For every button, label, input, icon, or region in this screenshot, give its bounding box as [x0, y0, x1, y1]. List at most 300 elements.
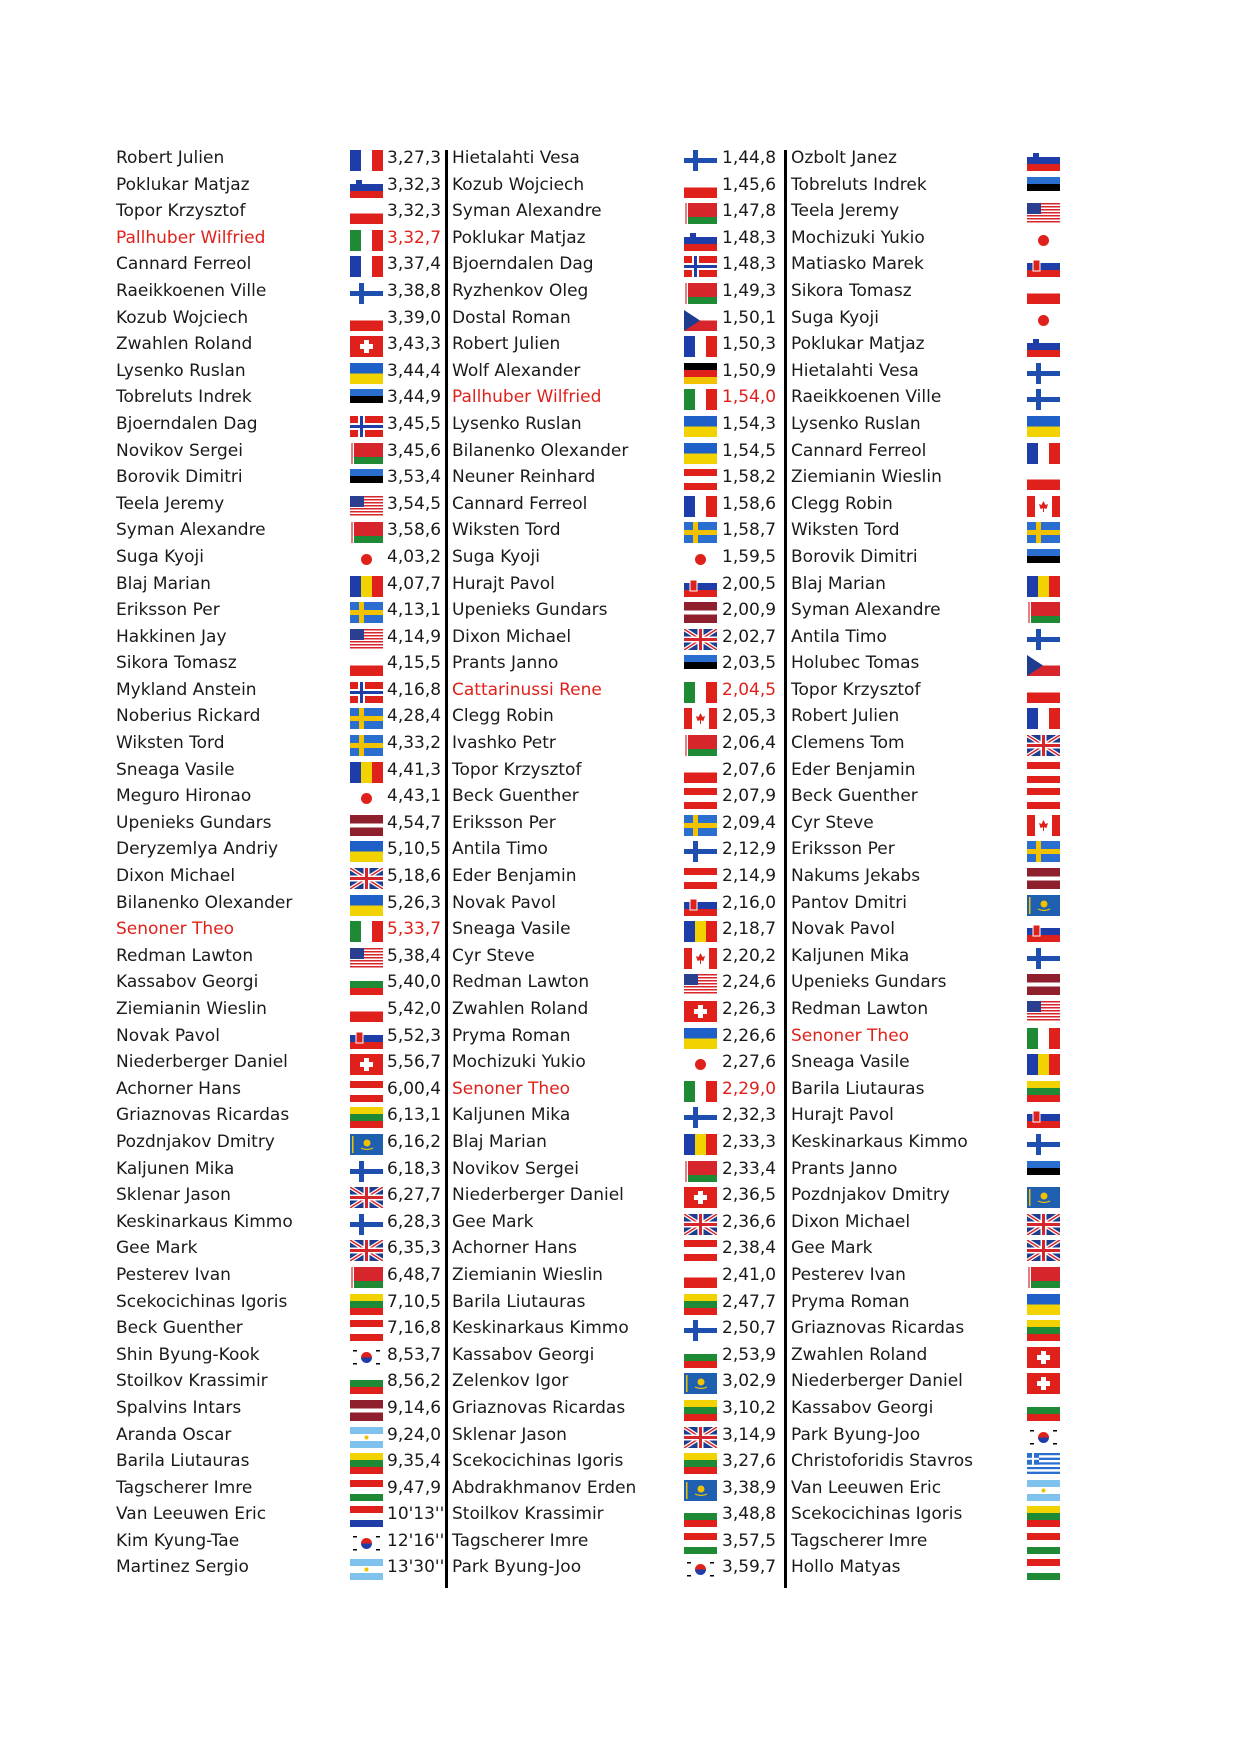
athlete-name: Kaljunen Mika — [116, 1158, 235, 1179]
result-row — [791, 198, 1071, 225]
kazakhstan-flag-icon — [1027, 1187, 1060, 1208]
athlete-name: Cannard Ferreol — [452, 493, 588, 514]
result-row — [791, 517, 1071, 544]
italy-flag-icon — [1027, 1028, 1060, 1049]
athlete-name: Kozub Wojciech — [116, 307, 249, 328]
usa-flag-icon — [350, 948, 383, 969]
athlete-name: Sikora Tomasz — [116, 653, 237, 674]
result-row — [791, 544, 1071, 571]
athlete-name: Antila Timo — [791, 626, 887, 647]
finland-flag-icon — [1027, 389, 1060, 410]
result-row — [791, 890, 1071, 917]
athlete-name: Novikov Sergei — [452, 1158, 579, 1179]
poland-flag-icon — [684, 762, 717, 783]
athlete-name: Zwahlen Roland — [452, 999, 589, 1019]
slovakia-flag-icon — [684, 576, 717, 597]
athlete-name: Keskinarkaus Kimmo — [116, 1211, 293, 1232]
ukraine-flag-icon — [684, 443, 717, 464]
result-row — [452, 943, 784, 970]
result-row — [116, 730, 446, 757]
athlete-name: Lysenko Ruslan — [452, 413, 582, 434]
result-time: 1,58,2 — [722, 467, 777, 488]
result-time: 3,57,5 — [722, 1530, 777, 1551]
athlete-name: Dixon Michael — [452, 626, 572, 647]
result-row — [116, 1395, 446, 1422]
result-time: 4,03,2 — [387, 546, 442, 567]
athlete-name: Niederberger Daniel — [791, 1371, 963, 1392]
result-row — [452, 544, 784, 571]
athlete-name: Teela Jeremy — [116, 493, 225, 514]
result-time: 4,14,9 — [387, 626, 442, 647]
result-time: 1,48,3 — [722, 254, 777, 275]
athlete-name: Deryzemlya Andriy — [116, 839, 279, 860]
france-flag-icon — [350, 256, 383, 277]
athlete-name: Sikora Tomasz — [791, 280, 912, 301]
athlete-name: Cannard Ferreol — [791, 440, 927, 461]
athlete-name: Van Leeuwen Eric — [116, 1504, 267, 1525]
lithuania-flag-icon — [350, 1453, 383, 1474]
athlete-name: Barila Liutauras — [116, 1451, 250, 1472]
result-row — [452, 1395, 784, 1422]
result-row — [116, 1448, 446, 1475]
athlete-name: Stoilkov Krassimir — [452, 1504, 604, 1525]
result-row — [452, 1422, 784, 1449]
result-row — [116, 491, 446, 518]
uk-flag-icon — [1027, 1214, 1060, 1235]
hungary-flag-icon — [1027, 1533, 1060, 1554]
result-row — [791, 1182, 1071, 1209]
uk-flag-icon — [1027, 735, 1060, 756]
sweden-flag-icon — [1027, 841, 1060, 862]
athlete-name: Scekocichinas Igoris — [116, 1291, 288, 1312]
austria-flag-icon — [350, 1081, 383, 1102]
result-time: 2,07,9 — [722, 786, 777, 807]
result-time: 6,00,4 — [387, 1078, 442, 1099]
austria-flag-icon — [1027, 788, 1060, 809]
result-time: 1,59,5 — [722, 546, 777, 567]
result-row — [791, 810, 1071, 837]
switzerland-flag-icon — [1027, 1373, 1060, 1394]
czech-flag-icon — [684, 310, 717, 331]
athlete-name: Novak Pavol — [116, 1025, 220, 1046]
result-row — [452, 1475, 784, 1502]
athlete-name: Zwahlen Roland — [791, 1344, 928, 1365]
estonia-flag-icon — [350, 469, 383, 490]
athlete-name: Blaj Marian — [452, 1131, 547, 1152]
athlete-name: Antila Timo — [452, 839, 548, 860]
result-row — [791, 1289, 1071, 1316]
result-row — [791, 624, 1071, 651]
result-row — [791, 145, 1071, 172]
athlete-name: Pesterev Ivan — [116, 1264, 231, 1285]
result-row — [452, 863, 784, 890]
athlete-name: Senoner Theo — [452, 1078, 571, 1099]
result-time: 3,44,9 — [387, 387, 442, 408]
kazakhstan-flag-icon — [350, 1134, 383, 1155]
result-row — [791, 384, 1071, 411]
result-row — [116, 278, 446, 305]
athlete-name: Novak Pavol — [452, 892, 556, 913]
sweden-flag-icon — [1027, 522, 1060, 543]
athlete-name: Pallhuber Wilfried — [452, 387, 602, 408]
result-row — [791, 571, 1071, 598]
athlete-name: Upenieks Gundars — [116, 812, 272, 833]
result-row — [452, 384, 784, 411]
athlete-name: Kaljunen Mika — [791, 945, 910, 966]
slovenia-flag-icon — [1027, 150, 1060, 171]
finland-flag-icon — [1027, 363, 1060, 384]
latvia-flag-icon — [350, 1400, 383, 1421]
athlete-name: Ziemianin Wieslin — [116, 999, 267, 1019]
result-time: 2,06,4 — [722, 733, 777, 754]
result-time: 9,35,4 — [387, 1451, 442, 1472]
switzerland-flag-icon — [684, 1001, 717, 1022]
result-row — [452, 1501, 784, 1528]
japan-flag-icon — [684, 549, 717, 570]
athlete-name: Tagscherer Imre — [452, 1530, 589, 1551]
result-row — [791, 863, 1071, 890]
result-time: 6,28,3 — [387, 1211, 442, 1232]
usa-flag-icon — [350, 629, 383, 650]
result-row — [452, 1023, 784, 1050]
poland-flag-icon — [350, 310, 383, 331]
athlete-name: Suga Kyoji — [791, 307, 879, 328]
greece-flag-icon — [1027, 1453, 1060, 1474]
athlete-name: Ryzhenkov Oleg — [452, 280, 589, 301]
poland-flag-icon — [1027, 469, 1060, 490]
result-time: 3,39,0 — [387, 307, 442, 328]
athlete-name: Syman Alexandre — [116, 520, 266, 541]
slovenia-flag-icon — [684, 230, 717, 251]
result-row — [791, 1395, 1071, 1422]
athlete-name: Bilanenko Olexander — [116, 892, 293, 913]
estonia-flag-icon — [1027, 177, 1060, 198]
result-time: 8,56,2 — [387, 1371, 442, 1392]
athlete-name: Mykland Anstein — [116, 679, 257, 700]
result-row — [116, 783, 446, 810]
athlete-name: Bjoerndalen Dag — [116, 413, 258, 434]
result-row — [791, 225, 1071, 252]
lithuania-flag-icon — [684, 1453, 717, 1474]
belarus-flag-icon — [684, 283, 717, 304]
result-row — [116, 916, 446, 943]
result-time: 2,36,6 — [722, 1211, 777, 1232]
athlete-name: Teela Jeremy — [791, 201, 900, 222]
result-time: 13'30'' — [387, 1557, 445, 1578]
result-row — [116, 411, 446, 438]
result-row — [791, 597, 1071, 624]
norway-flag-icon — [350, 682, 383, 703]
athlete-name: Lysenko Ruslan — [791, 413, 921, 434]
athlete-name: Meguro Hironao — [116, 786, 252, 807]
norway-flag-icon — [350, 416, 383, 437]
result-row — [791, 757, 1071, 784]
switzerland-flag-icon — [350, 1054, 383, 1075]
result-row — [116, 624, 446, 651]
athlete-name: Sneaga Vasile — [791, 1052, 910, 1073]
result-time: 3,32,7 — [387, 227, 442, 248]
athlete-name: Suga Kyoji — [452, 546, 540, 567]
belarus-flag-icon — [1027, 602, 1060, 623]
finland-flag-icon — [1027, 1134, 1060, 1155]
norway-flag-icon — [684, 256, 717, 277]
result-time: 1,49,3 — [722, 280, 777, 301]
result-row — [452, 1448, 784, 1475]
athlete-name: Dostal Roman — [452, 307, 571, 328]
argentina-flag-icon — [350, 1427, 383, 1448]
slovakia-flag-icon — [1027, 256, 1060, 277]
result-row — [791, 278, 1071, 305]
result-row — [452, 1368, 784, 1395]
lithuania-flag-icon — [684, 1294, 717, 1315]
result-row — [791, 1049, 1071, 1076]
result-time: 8,53,7 — [387, 1344, 442, 1365]
athlete-name: Suga Kyoji — [116, 546, 204, 567]
result-time: 1,45,6 — [722, 174, 777, 195]
canada-flag-icon — [1027, 496, 1060, 517]
result-row — [791, 916, 1071, 943]
athlete-name: Christoforidis Stavros — [791, 1451, 973, 1472]
result-row — [452, 225, 784, 252]
athlete-name: Redman Lawton — [452, 972, 590, 993]
result-time: 3,27,6 — [722, 1451, 777, 1472]
result-row — [452, 1182, 784, 1209]
result-row — [791, 1102, 1071, 1129]
athlete-name: Holubec Tomas — [791, 653, 920, 674]
result-row — [116, 571, 446, 598]
result-time: 4,28,4 — [387, 706, 442, 727]
ukraine-flag-icon — [350, 895, 383, 916]
result-time: 9,47,9 — [387, 1477, 442, 1498]
uk-flag-icon — [684, 1214, 717, 1235]
usa-flag-icon — [1027, 203, 1060, 224]
result-time: 2,26,6 — [722, 1025, 777, 1046]
result-time: 2,03,5 — [722, 653, 777, 674]
result-row — [116, 172, 446, 199]
result-row — [791, 703, 1071, 730]
result-row — [791, 1315, 1071, 1342]
athlete-name: Raeikkoenen Ville — [791, 387, 942, 408]
austria-flag-icon — [684, 788, 717, 809]
result-row — [452, 1528, 784, 1555]
result-time: 2,32,3 — [722, 1105, 777, 1126]
bulgaria-flag-icon — [684, 1347, 717, 1368]
result-row — [452, 890, 784, 917]
ukraine-flag-icon — [1027, 1294, 1060, 1315]
athlete-name: Bilanenko Olexander — [452, 440, 629, 461]
finland-flag-icon — [1027, 629, 1060, 650]
athlete-name: Achorner Hans — [452, 1238, 578, 1259]
result-time: 4,41,3 — [387, 759, 442, 780]
athlete-name: Sneaga Vasile — [116, 759, 235, 780]
athlete-name: Griaznovas Ricardas — [116, 1105, 290, 1126]
result-time: 1,50,1 — [722, 307, 777, 328]
slovakia-flag-icon — [1027, 1107, 1060, 1128]
romania-flag-icon — [1027, 576, 1060, 597]
result-row — [452, 1289, 784, 1316]
result-row — [791, 172, 1071, 199]
results-column-1 — [116, 145, 446, 1581]
result-time: 2,07,6 — [722, 759, 777, 780]
result-row — [452, 1235, 784, 1262]
athlete-name: Blaj Marian — [116, 573, 211, 594]
korea-flag-icon — [1027, 1427, 1060, 1448]
athlete-name: Dixon Michael — [791, 1211, 911, 1232]
estonia-flag-icon — [1027, 549, 1060, 570]
result-time: 2,33,4 — [722, 1158, 777, 1179]
result-row — [452, 1342, 784, 1369]
athlete-name: Topor Krzysztof — [452, 759, 582, 780]
japan-flag-icon — [1027, 310, 1060, 331]
result-row — [116, 1528, 446, 1555]
result-time: 1,48,3 — [722, 227, 777, 248]
canada-flag-icon — [684, 948, 717, 969]
athlete-name: Pryma Roman — [452, 1025, 571, 1046]
belarus-flag-icon — [350, 1267, 383, 1288]
result-time: 3,38,9 — [722, 1477, 777, 1498]
athlete-name: Cannard Ferreol — [116, 254, 252, 275]
uk-flag-icon — [350, 868, 383, 889]
bulgaria-flag-icon — [350, 974, 383, 995]
result-row — [116, 1554, 446, 1581]
athlete-name: Prants Janno — [791, 1158, 898, 1179]
switzerland-flag-icon — [350, 336, 383, 357]
result-time: 2,36,5 — [722, 1185, 777, 1206]
result-row — [116, 384, 446, 411]
result-row — [116, 517, 446, 544]
result-row — [791, 1368, 1071, 1395]
result-row — [791, 677, 1071, 704]
italy-flag-icon — [684, 1081, 717, 1102]
result-time: 3,45,5 — [387, 413, 442, 434]
athlete-name: Pozdnjakov Dmitry — [116, 1131, 275, 1152]
athlete-name: Stoilkov Krassimir — [116, 1371, 268, 1392]
finland-flag-icon — [350, 1161, 383, 1182]
uk-flag-icon — [350, 1240, 383, 1261]
result-time: 4,13,1 — [387, 600, 442, 621]
athlete-name: Cyr Steve — [791, 812, 874, 833]
athlete-name: Ozbolt Janez — [791, 148, 897, 168]
athlete-name: Tagscherer Imre — [791, 1530, 928, 1551]
result-row — [452, 1049, 784, 1076]
result-row — [116, 1023, 446, 1050]
athlete-name: Wiksten Tord — [791, 520, 900, 541]
result-row — [452, 145, 784, 172]
result-row — [116, 996, 446, 1023]
result-row — [116, 1182, 446, 1209]
result-row — [452, 1129, 784, 1156]
germany-flag-icon — [684, 363, 717, 384]
result-time: 2,29,0 — [722, 1078, 777, 1099]
athlete-name: Blaj Marian — [791, 573, 886, 594]
result-row — [791, 491, 1071, 518]
athlete-name: Wiksten Tord — [452, 520, 561, 541]
athlete-name: Spalvins Intars — [116, 1397, 242, 1418]
japan-flag-icon — [350, 788, 383, 809]
result-row — [116, 198, 446, 225]
result-row — [116, 1076, 446, 1103]
result-row — [791, 1209, 1071, 1236]
athlete-name: Tagscherer Imre — [116, 1477, 253, 1498]
romania-flag-icon — [350, 576, 383, 597]
finland-flag-icon — [684, 841, 717, 862]
athlete-name: Eriksson Per — [452, 812, 556, 833]
switzerland-flag-icon — [684, 1187, 717, 1208]
athlete-name: Beck Guenther — [116, 1318, 243, 1339]
result-time: 5,52,3 — [387, 1025, 442, 1046]
result-time: 3,27,3 — [387, 148, 442, 168]
usa-flag-icon — [684, 974, 717, 995]
japan-flag-icon — [684, 1054, 717, 1075]
result-time: 1,50,3 — [722, 334, 777, 355]
bulgaria-flag-icon — [350, 1373, 383, 1394]
result-row — [116, 1315, 446, 1342]
result-time: 9,24,0 — [387, 1424, 442, 1445]
athlete-name: Scekocichinas Igoris — [791, 1504, 963, 1525]
athlete-name: Hietalahti Vesa — [791, 360, 919, 381]
austria-flag-icon — [350, 1320, 383, 1341]
uk-flag-icon — [350, 1187, 383, 1208]
result-time: 2,53,9 — [722, 1344, 777, 1365]
france-flag-icon — [1027, 708, 1060, 729]
france-flag-icon — [684, 336, 717, 357]
japan-flag-icon — [1027, 230, 1060, 251]
athlete-name: Niederberger Daniel — [116, 1052, 288, 1073]
athlete-name: Borovik Dimitri — [791, 546, 918, 567]
lithuania-flag-icon — [1027, 1320, 1060, 1341]
result-row — [452, 1209, 784, 1236]
athlete-name: Dixon Michael — [116, 866, 236, 887]
finland-flag-icon — [1027, 948, 1060, 969]
result-time: 3,43,3 — [387, 334, 442, 355]
result-time: 3,32,3 — [387, 174, 442, 195]
result-row — [116, 1368, 446, 1395]
result-row — [452, 1076, 784, 1103]
result-time: 3,58,6 — [387, 520, 442, 541]
canada-flag-icon — [1027, 815, 1060, 836]
poland-flag-icon — [350, 1001, 383, 1022]
result-row — [791, 1156, 1071, 1183]
athlete-name: Beck Guenther — [452, 786, 579, 807]
belarus-flag-icon — [684, 203, 717, 224]
athlete-name: Sklenar Jason — [452, 1424, 567, 1445]
result-row — [116, 836, 446, 863]
athlete-name: Tobreluts Indrek — [116, 387, 252, 408]
korea-flag-icon — [684, 1559, 717, 1580]
result-row — [116, 969, 446, 996]
kazakhstan-flag-icon — [684, 1373, 717, 1394]
hungary-flag-icon — [1027, 1559, 1060, 1580]
athlete-name: Nakums Jekabs — [791, 866, 921, 887]
athlete-name: Hurajt Pavol — [791, 1105, 894, 1126]
japan-flag-icon — [350, 549, 383, 570]
sweden-flag-icon — [350, 708, 383, 729]
austria-flag-icon — [684, 1240, 717, 1261]
result-row — [452, 1156, 784, 1183]
athlete-name: Robert Julien — [452, 334, 561, 355]
result-row — [791, 331, 1071, 358]
result-row — [116, 943, 446, 970]
athlete-name: Clegg Robin — [452, 706, 554, 727]
result-time: 6,18,3 — [387, 1158, 442, 1179]
usa-flag-icon — [1027, 1001, 1060, 1022]
result-row — [452, 464, 784, 491]
athlete-name: Cyr Steve — [452, 945, 535, 966]
result-time: 1,47,8 — [722, 201, 777, 222]
athlete-name: Novikov Sergei — [116, 440, 243, 461]
athlete-name: Mochizuki Yukio — [791, 227, 925, 248]
result-row — [116, 1475, 446, 1502]
